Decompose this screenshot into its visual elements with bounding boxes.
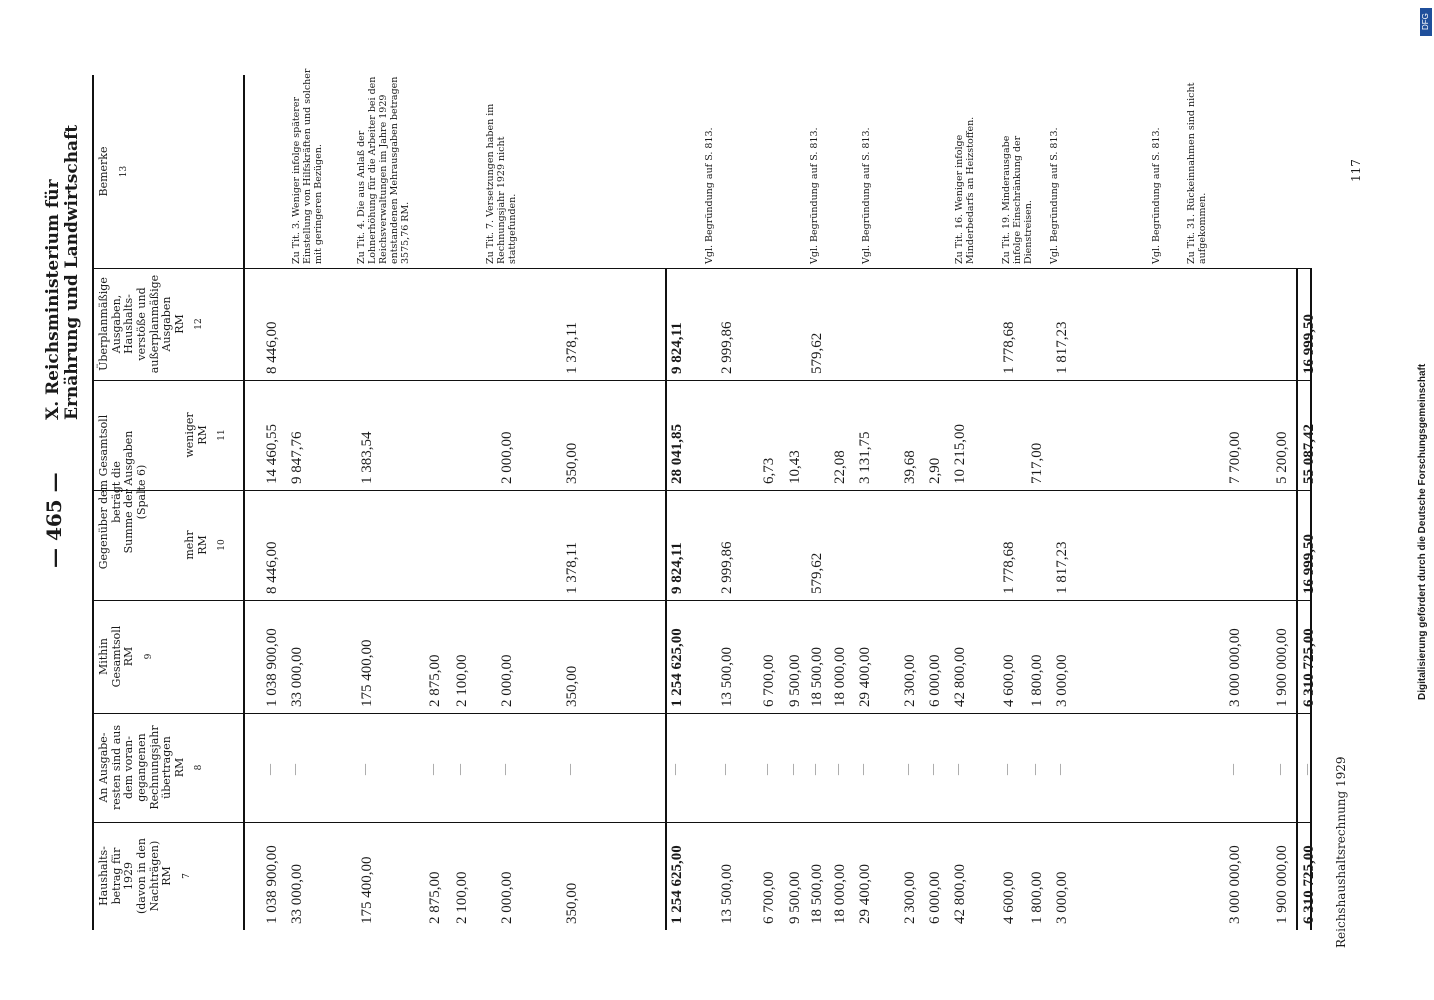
cell-c9: 1 038 900,00 xyxy=(264,628,280,707)
column-rule-c8 xyxy=(92,822,1312,823)
remark-note: Zu Tit. 7. Versetzungen haben im Rechnungsjahr 1929 nicht stattgefunden. xyxy=(485,103,518,264)
table-total-rule xyxy=(1296,268,1298,930)
cell-c11: 7 700,00 xyxy=(1227,431,1243,484)
cell-c10: 1 778,68 xyxy=(1001,541,1017,594)
column-rule-split-10-11 xyxy=(180,490,1312,491)
page-number-line: — 465 — xyxy=(42,472,66,568)
header-col12-line: Überplanmäßige xyxy=(97,277,110,371)
cell-c11: 5 200,00 xyxy=(1274,431,1290,484)
column-rule-c13 xyxy=(92,268,1312,269)
cell-c9: 33 000,00 xyxy=(289,647,305,707)
header-group-line: Summe der Ausgaben xyxy=(122,430,136,554)
cell-c9: 2 100,00 xyxy=(454,654,470,707)
remark-note: Zu Tit. 4. Die aus Anlaß der Lohnerhöhung für die Arbeiter bei den Reichsverwaltungen im Jahre 1929 entstandenen Mehrausgaben betragen 3575,76 RM. xyxy=(356,76,411,264)
cell-c7: 42 800,00 xyxy=(952,864,968,924)
cell-c7: 18 500,00 xyxy=(809,864,825,924)
header-group-difference xyxy=(98,388,149,596)
header-col9 xyxy=(98,604,154,709)
cell-c7: 2 100,00 xyxy=(454,871,470,924)
cell-c8-empty: — xyxy=(719,764,731,775)
cell-c7: 18 000,00 xyxy=(832,864,848,924)
header-group-line: Gegenüber dem Gesamtsoll xyxy=(97,414,110,570)
cell-c9: 1 800,00 xyxy=(1029,654,1045,707)
header-col8-line: Rechnungsjahr xyxy=(147,725,161,810)
header-col8-line: dem voran- xyxy=(122,736,136,799)
cell-c10: 8 446,00 xyxy=(264,541,280,594)
header-col10-line: 10 xyxy=(217,539,228,551)
cell-c9: 18 500,00 xyxy=(809,647,825,707)
table-top-rule xyxy=(92,75,94,930)
header-col7-line: 7 xyxy=(181,873,192,879)
dfg-logo: DFG xyxy=(1420,8,1432,36)
header-col12-line: RM xyxy=(172,314,186,334)
header-group-line: (Spalte 6) xyxy=(134,464,148,520)
page-number: 117 xyxy=(1349,159,1363,182)
header-col9-line: Gesamtsoll xyxy=(109,625,123,688)
cell-c11: 10 215,00 xyxy=(952,424,968,484)
cell-c7: 1 038 900,00 xyxy=(264,845,280,924)
header-col9-line: RM xyxy=(122,646,136,667)
header-col10 xyxy=(184,494,228,596)
cell-c8-empty: — xyxy=(1274,764,1286,775)
cell-c7: 1 800,00 xyxy=(1029,871,1045,924)
cell-c10: 1 817,23 xyxy=(1054,541,1070,594)
cell-c8-empty: — xyxy=(1029,764,1041,775)
cell-c8-empty: — xyxy=(427,764,439,775)
cell-c7: 6 000,00 xyxy=(927,871,943,924)
cell-c12: 9 824,11 xyxy=(669,322,685,374)
cell-c12: 2 999,86 xyxy=(719,321,735,374)
cell-c11: 2 000,00 xyxy=(499,431,515,484)
header-col8-line: übertragen xyxy=(160,736,174,799)
cell-c9: 350,00 xyxy=(564,665,580,707)
cell-c11: 28 041,85 xyxy=(669,424,685,484)
cell-c7: 2 000,00 xyxy=(499,871,515,924)
cell-c8-empty: — xyxy=(857,764,869,775)
header-col10-line: RM xyxy=(195,535,209,555)
header-col9-line: Mithin xyxy=(97,638,110,675)
cell-c9: 6 310 725,00 xyxy=(1301,628,1317,707)
cell-c10: 579,62 xyxy=(809,552,825,594)
cell-c11: 3 131,75 xyxy=(857,431,873,484)
cell-c11: 10,43 xyxy=(787,450,803,484)
cell-c8-empty: — xyxy=(1054,764,1066,775)
cell-c9: 3 000 000,00 xyxy=(1227,628,1243,707)
cell-c7: 1 254 625,00 xyxy=(669,845,685,924)
cell-c11: 9 847,76 xyxy=(289,431,305,484)
cell-c8-empty: — xyxy=(927,764,939,775)
cell-c12: 16 999,50 xyxy=(1301,314,1317,374)
cell-c9: 1 254 625,00 xyxy=(669,628,685,707)
cell-c10: 9 824,11 xyxy=(669,542,685,594)
cell-c11: 39,68 xyxy=(902,450,918,484)
cell-c12: 1 778,68 xyxy=(1001,321,1017,374)
header-col7-line: (davon in den xyxy=(134,837,148,915)
header-col8-line: gegangenen xyxy=(134,733,148,802)
cell-c7: 4 600,00 xyxy=(1001,871,1017,924)
cell-c7: 3 000 000,00 xyxy=(1227,845,1243,924)
cell-c7: 6 700,00 xyxy=(761,871,777,924)
cell-c9: 2 300,00 xyxy=(902,654,918,707)
cell-c7: 33 000,00 xyxy=(289,864,305,924)
header-col11-line: weniger xyxy=(183,412,196,458)
remark-note: Zu Tit. 16. Weniger infolge Minderbedarfs an Heizstoffen. xyxy=(954,116,976,264)
cell-c9: 9 500,00 xyxy=(787,654,803,707)
chapter-title: X. Reichsministerium für Ernährung und Landwirtschaft xyxy=(43,124,82,420)
cell-c9: 2 875,00 xyxy=(427,654,443,707)
header-col9-line: 9 xyxy=(143,653,154,660)
header-col7-line: 1929 xyxy=(122,862,136,890)
cell-c8-empty: — xyxy=(787,764,799,775)
header-col13-line: Bemerke xyxy=(97,146,110,197)
cell-c10: 2 999,86 xyxy=(719,541,735,594)
cell-c9: 6 700,00 xyxy=(761,654,777,707)
cell-c8-empty: — xyxy=(1227,764,1239,775)
cell-c7: 350,00 xyxy=(564,882,580,924)
cell-c7: 13 500,00 xyxy=(719,864,735,924)
cell-c9: 18 000,00 xyxy=(832,647,848,707)
header-group-line: beträgt die xyxy=(109,461,123,523)
cell-c11: 2,90 xyxy=(927,457,943,484)
remark-note: Zu Tit. 19. Minderausgabe infolge Einschränkung der Dienstreisen. xyxy=(1001,135,1034,264)
remark-note: Zu Tit. 31. Rückeinnahmen sind nicht aufgekommen. xyxy=(1186,82,1208,264)
header-col7-line: betrag für xyxy=(109,847,123,905)
header-col8-line: RM xyxy=(172,757,186,778)
remark-note: Vgl. Begründung auf S. 813. xyxy=(1151,127,1162,264)
header-col13 xyxy=(98,79,129,264)
cell-c8-empty: — xyxy=(264,764,276,775)
cell-c9: 1 900 000,00 xyxy=(1274,628,1290,707)
remark-note: Vgl. Begründung auf S. 813. xyxy=(861,127,872,264)
cell-c8-empty: — xyxy=(564,764,576,775)
cell-c9: 42 800,00 xyxy=(952,647,968,707)
cell-c9: 4 600,00 xyxy=(1001,654,1017,707)
cell-c11: 14 460,55 xyxy=(264,424,280,484)
header-col12-line: verstöße und xyxy=(134,287,148,361)
header-col12-line: Ausgaben xyxy=(160,296,174,352)
cell-c8-empty: — xyxy=(1001,764,1013,775)
cell-c7: 9 500,00 xyxy=(787,871,803,924)
cell-c11: 22,08 xyxy=(832,450,848,484)
cell-c11: 350,00 xyxy=(564,442,580,484)
cell-c8-empty: — xyxy=(1301,764,1313,775)
cell-c9: 6 000,00 xyxy=(927,654,943,707)
cell-c8-empty: — xyxy=(902,764,914,775)
remark-note: Vgl. Begründung auf S. 813. xyxy=(704,127,715,264)
remark-note: Vgl. Begründung auf S. 813. xyxy=(1049,127,1060,264)
header-col7-line: RM xyxy=(160,866,174,886)
cell-c8-empty: — xyxy=(952,764,964,775)
cell-c8-empty: — xyxy=(359,764,371,775)
remark-note: Vgl. Begründung auf S. 813. xyxy=(809,127,820,264)
header-col12-line: Ausgaben, xyxy=(109,294,123,354)
table-header-rule xyxy=(243,75,245,930)
header-col10-line: mehr xyxy=(183,530,196,560)
header-col7-line: Nachträgen) xyxy=(147,840,161,912)
cell-c7: 3 000,00 xyxy=(1054,871,1070,924)
cell-c10: 1 378,11 xyxy=(564,542,580,594)
header-col7-line: Haushalts- xyxy=(97,846,110,906)
cell-c8-empty: — xyxy=(499,764,511,775)
remark-note: Zu Tit. 3. Weniger infolge späterer Einstellung von Hilfskräften und solcher mit geringeren Bezügen. xyxy=(291,68,324,264)
column-rule-c9 xyxy=(92,713,1312,714)
column-rule-c10 xyxy=(92,600,1312,601)
side-strip-text: Digitalisierung gefördert durch die Deutsche Forschungsgemeinschaft xyxy=(1417,363,1428,700)
cell-c12: 579,62 xyxy=(809,332,825,374)
header-col11-line: 11 xyxy=(217,429,228,441)
cell-c11: 1 383,54 xyxy=(359,431,375,484)
table-subtotal-rule xyxy=(665,268,667,930)
footer-left: Reichshaushaltsrechnung 1929 xyxy=(1334,756,1348,948)
column-rule-split-group xyxy=(180,380,268,381)
cell-c7: 2 300,00 xyxy=(902,871,918,924)
cell-c7: 175 400,00 xyxy=(359,856,375,924)
header-col8-line: resten sind aus xyxy=(109,725,123,810)
cell-c7: 29 400,00 xyxy=(857,864,873,924)
header-col8 xyxy=(98,717,205,818)
cell-c7: 6 310 725,00 xyxy=(1301,845,1317,924)
cell-c11: 6,73 xyxy=(761,457,777,484)
cell-c8-empty: — xyxy=(809,764,821,775)
cell-c7: 1 900 000,00 xyxy=(1274,845,1290,924)
header-col11-line: RM xyxy=(195,425,209,445)
cell-c11: 55 087,42 xyxy=(1301,424,1317,484)
cell-c8-empty: — xyxy=(761,764,773,775)
header-col13-line: 13 xyxy=(118,165,129,178)
cell-c8-empty: — xyxy=(669,764,681,775)
header-col8-line: An Ausgabe- xyxy=(97,732,110,803)
header-col7 xyxy=(98,826,192,926)
header-col11 xyxy=(184,384,228,486)
cell-c8-empty: — xyxy=(832,764,844,775)
cell-c10: 16 999,50 xyxy=(1301,534,1317,594)
cell-c8-empty: — xyxy=(454,764,466,775)
cell-c12: 1 378,11 xyxy=(564,322,580,374)
cell-c9: 175 400,00 xyxy=(359,639,375,707)
header-col12-line: Haushalts- xyxy=(122,294,136,354)
cell-c11: 717,00 xyxy=(1029,442,1045,484)
header-col12-line: 12 xyxy=(194,318,205,330)
cell-c7: 2 875,00 xyxy=(427,871,443,924)
cell-c12: 1 817,23 xyxy=(1054,321,1070,374)
cell-c9: 29 400,00 xyxy=(857,647,873,707)
header-col12 xyxy=(98,272,205,376)
cell-c12: 8 446,00 xyxy=(264,321,280,374)
column-rule-c12 xyxy=(92,380,1312,381)
cell-c8-empty: — xyxy=(289,764,301,775)
cell-c9: 3 000,00 xyxy=(1054,654,1070,707)
header-col8-line: 8 xyxy=(194,764,205,771)
header-col12-line: außerplanmäßige xyxy=(147,274,161,374)
cell-c9: 13 500,00 xyxy=(719,647,735,707)
cell-c9: 2 000,00 xyxy=(499,654,515,707)
